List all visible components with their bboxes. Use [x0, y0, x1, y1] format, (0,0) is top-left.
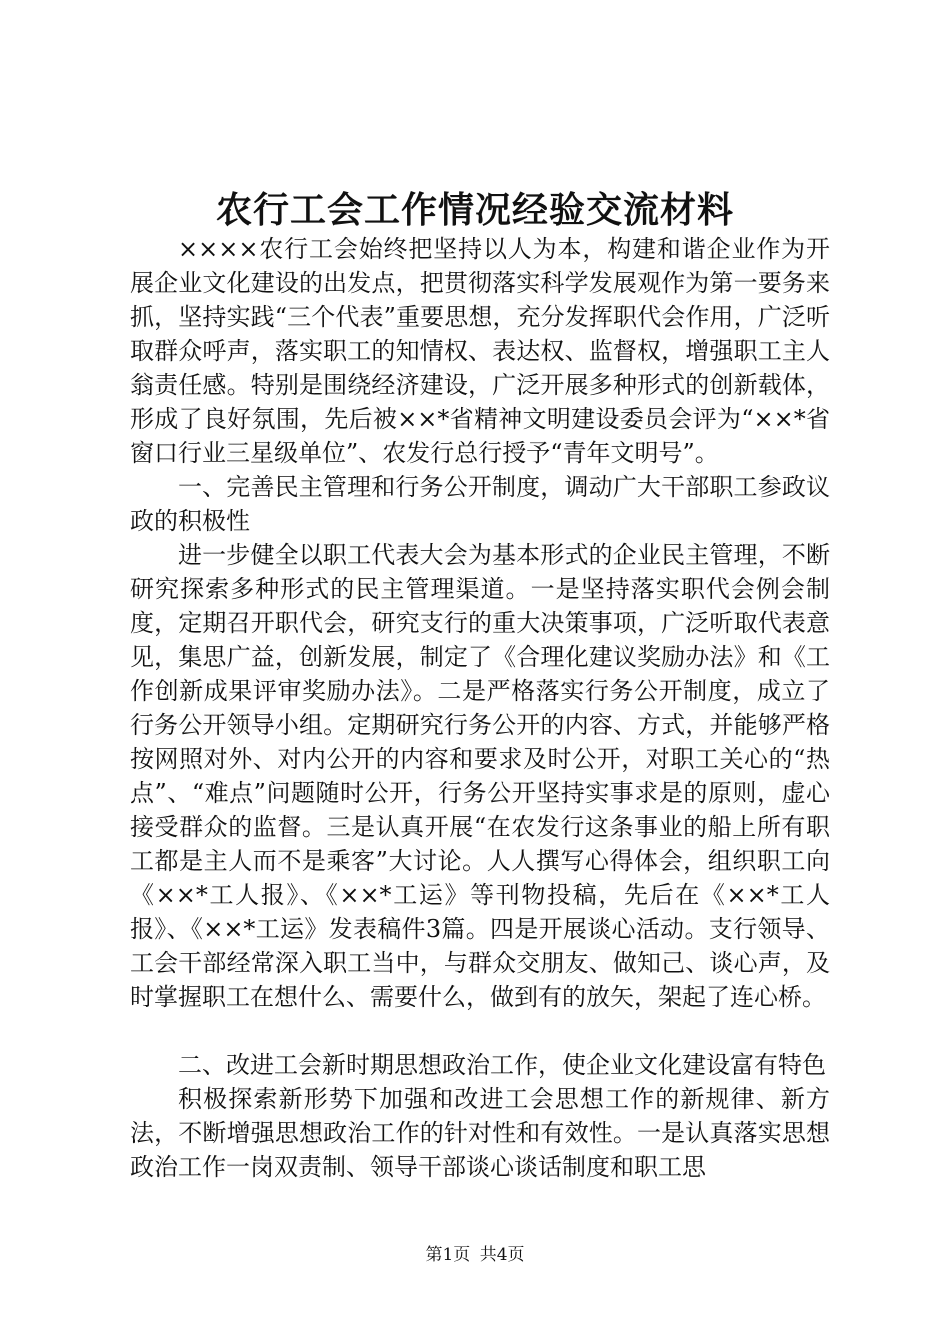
intro-paragraph: ××××农行工会始终把坚持以人为本，构建和谐企业作为开展企业文化建设的出发点，把贯彻落实科学发展观作为第一要务来抓，坚持实践“三个代表”重要思想，充分发挥职代会作用，广泛听取群众呼声，落实职工的知情权、表达权、监督权，增强职工主人翁责任感。特别是围绕经济建设，广泛开展多种形式的创新载体，形成了良好氛围，先后被××*省精神文明建设委员会评为“××*省窗口行业三星级单位”、农发行总行授予“青年文明号”。	[130, 235, 830, 467]
page-footer	[0, 1243, 950, 1267]
page-total: 共4页	[479, 1245, 525, 1265]
section-body-2: 积极探索新形势下加强和改进工会思想工作的新规律、新方法，不断增强思想政治工作的针对性和有效性。一是认真落实思想政治工作一岗双责制、领导干部谈心谈话制度和职工思	[130, 1085, 830, 1181]
page-number: 第1页	[425, 1245, 471, 1265]
paragraph-spacer	[130, 1014, 830, 1048]
document-title: 农行工会工作情况经验交流材料	[215, 189, 734, 231]
document-body	[130, 232, 830, 1184]
section-body-1: 进一步健全以职工代表大会为基本形式的企业民主管理，不断研究探索多种形式的民主管理渠道。一是坚持落实职代会例会制度，定期召开职代会，研究支行的重大决策事项，广泛听取代表意见，集思广益，创新发展，制定了《合理化建议奖励办法》和《工作创新成果评审奖励办法》。二是严格落实行务公开制度，成立了行务公开领导小组。定期研究行务公开的内容、方式，并能够严格按网照对外、对内公开的内容和要求及时公开，对职工关心的“热点”、“难点”问题随时公开，行务公开坚持实事求是的原则，虚心接受群众的监督。三是认真开展“在农发行这条事业的船上所有职工都是主人而不是乘客”大讨论。人人撰写心得体会，组织职工向《××*工人报》、《××*工运》等刊物投稿，先后在《××*工人报》、《××*工运》发表稿件3篇。四是开展谈心活动。支行领导、工会干部经常深入职工当中，与群众交朋友、做知己、谈心声，及时掌握职工在想什么、需要什么，做到有的放矢，架起了连心桥。	[130, 541, 830, 1011]
section-heading-2: 二、改进工会新时期思想政治工作，使企业文化建设富有特色	[178, 1051, 826, 1079]
section-heading-1: 一、完善民主管理和行务公开制度，调动广大干部职工参政议政的积极性	[130, 473, 830, 535]
